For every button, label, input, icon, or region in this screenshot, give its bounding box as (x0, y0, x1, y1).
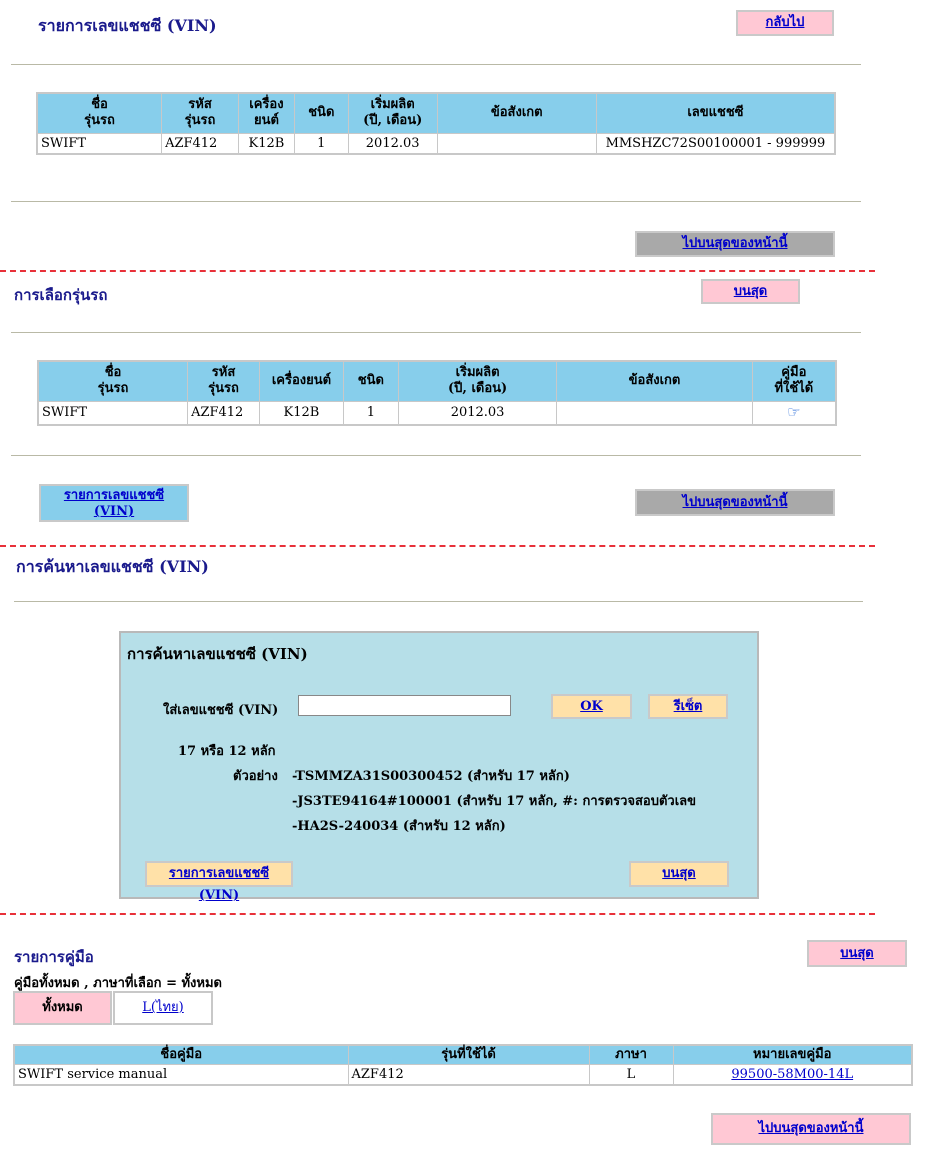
vin-list-button[interactable] (39, 484, 189, 522)
go-top-link[interactable]: ไปบนสุดของหน้านี้ (682, 495, 788, 510)
reset-button[interactable] (648, 694, 728, 719)
cell-note (557, 401, 752, 425)
col-header-manual: คู่มือ ที่ใช้ได้ (752, 361, 836, 401)
table-row (38, 401, 836, 425)
top-button[interactable] (701, 279, 800, 304)
section-separator (0, 545, 875, 547)
vin-input[interactable] (298, 695, 511, 716)
col-header-engine: เครื่อง ยนต์ (238, 93, 294, 133)
cell-manual-number (673, 1065, 912, 1086)
cell-engine: K12B (238, 133, 294, 154)
vin-table (36, 92, 836, 155)
col-header-language: ภาษา (589, 1045, 673, 1065)
cell-language: L (589, 1065, 673, 1086)
example-label: ตัวอย่าง (233, 769, 278, 784)
tab-all[interactable]: ทั้งหมด (13, 991, 112, 1025)
cell-start: 2012.03 (348, 133, 437, 154)
col-header-model-name: ชื่อ รุ่นรถ (38, 361, 188, 401)
top-button[interactable] (807, 940, 907, 967)
cell-model-code: AZF412 (188, 401, 260, 425)
cell-model-code: AZF412 (162, 133, 239, 154)
top-link[interactable]: บนสุด (840, 946, 874, 961)
example-1: -TSMMZA31S00300452 (สำหรับ 17 หลัก) (292, 769, 570, 784)
col-header-manual-name: ชื่อคู่มือ (14, 1045, 348, 1065)
cell-note (437, 133, 596, 154)
manual-list-title: รายการคู่มือ (14, 948, 94, 966)
tab-thai-link[interactable]: L(ไทย) (142, 1000, 184, 1015)
col-header-start: เริ่มผลิต (ปี, เดือน) (398, 361, 557, 401)
table-row (37, 133, 835, 154)
search-box-title: การค้นหาเลขแชชซี (VIN) (127, 645, 308, 663)
reset-link[interactable]: รีเซ็ต (673, 699, 703, 714)
cell-type: 1 (343, 401, 398, 425)
manual-table (13, 1044, 913, 1086)
col-header-note: ข้อสังเกต (437, 93, 596, 133)
col-header-manual-number: หมายเลขคู่มือ (673, 1045, 912, 1065)
back-button[interactable] (736, 10, 834, 36)
go-top-link[interactable]: ไปบนสุดของหน้านี้ (758, 1121, 864, 1136)
col-header-model-code: รหัส รุ่นรถ (162, 93, 239, 133)
col-header-vin: เลขแชชซี (596, 93, 835, 133)
go-top-button[interactable] (711, 1113, 911, 1145)
example-3: -HA2S-240034 (สำหรับ 12 หลัก) (292, 819, 506, 834)
back-link[interactable]: กลับไป (765, 15, 805, 30)
divider (11, 455, 861, 457)
ok-link[interactable]: OK (580, 699, 603, 714)
col-header-model-code: รหัส รุ่นรถ (188, 361, 260, 401)
vin-list-button[interactable] (145, 861, 293, 903)
vin-search-title: การค้นหาเลขแชชซี (VIN) (16, 557, 209, 576)
cell-vin: MMSHZC72S00100001 - 999999 (596, 133, 835, 154)
go-top-button[interactable] (635, 231, 835, 257)
col-header-model: รุ่นที่ใช้ได้ (348, 1045, 589, 1065)
model-table (37, 360, 837, 426)
divider (11, 332, 861, 334)
col-header-start: เริ่มผลิต (ปี, เดือน) (348, 93, 437, 133)
col-header-engine: เครื่องยนต์ (260, 361, 344, 401)
cell-engine: K12B (260, 401, 344, 425)
section-separator (0, 270, 875, 272)
vin-list-title: รายการเลขแชชซี (VIN) (38, 16, 217, 35)
cell-model-name: SWIFT (37, 133, 162, 154)
example-2: -JS3TE94164#100001 (สำหรับ 17 หลัก, #: การตรวจสอบตัวเลข (292, 794, 697, 809)
divider (11, 64, 861, 66)
col-header-type: ชนิด (343, 361, 398, 401)
go-top-link[interactable]: ไปบนสุดของหน้านี้ (682, 236, 788, 251)
model-select-title: การเลือกรุ่นรถ (14, 286, 108, 304)
filter-text: คู่มือทั้งหมด , ภาษาที่เลือก = ทั้งหมด (14, 976, 222, 991)
manual-number-link[interactable]: 99500-58M00-14L (731, 1067, 854, 1082)
cell-model-name: SWIFT (38, 401, 188, 425)
go-top-button[interactable] (635, 489, 835, 516)
col-header-note: ข้อสังเกต (557, 361, 752, 401)
divider (14, 601, 863, 603)
cell-model: AZF412 (348, 1065, 589, 1086)
vin-input-label: ใส่เลขแชชซี (VIN) (163, 703, 279, 718)
cell-manual-name: SWIFT service manual (14, 1065, 348, 1086)
divider (11, 201, 861, 203)
pointing-hand-icon[interactable]: ☞ (787, 402, 801, 421)
vin-list-link[interactable]: รายการเลขแชชซี (VIN) (63, 488, 165, 519)
top-button[interactable] (629, 861, 729, 887)
top-link[interactable]: บนสุด (733, 284, 768, 299)
ok-button[interactable] (551, 694, 632, 719)
col-header-model-name: ชื่อ รุ่นรถ (37, 93, 162, 133)
top-link[interactable]: บนสุด (662, 866, 696, 881)
tab-thai[interactable] (113, 991, 213, 1025)
cell-manual (752, 401, 836, 425)
section-separator (0, 913, 875, 915)
vin-list-link[interactable]: รายการเลขแชชซี (VIN) (168, 866, 270, 903)
col-header-type: ชนิด (294, 93, 348, 133)
cell-start: 2012.03 (398, 401, 557, 425)
table-row (14, 1065, 912, 1086)
digits-note: 17 หรือ 12 หลัก (178, 744, 276, 759)
vin-search-box (119, 631, 759, 903)
cell-type: 1 (294, 133, 348, 154)
